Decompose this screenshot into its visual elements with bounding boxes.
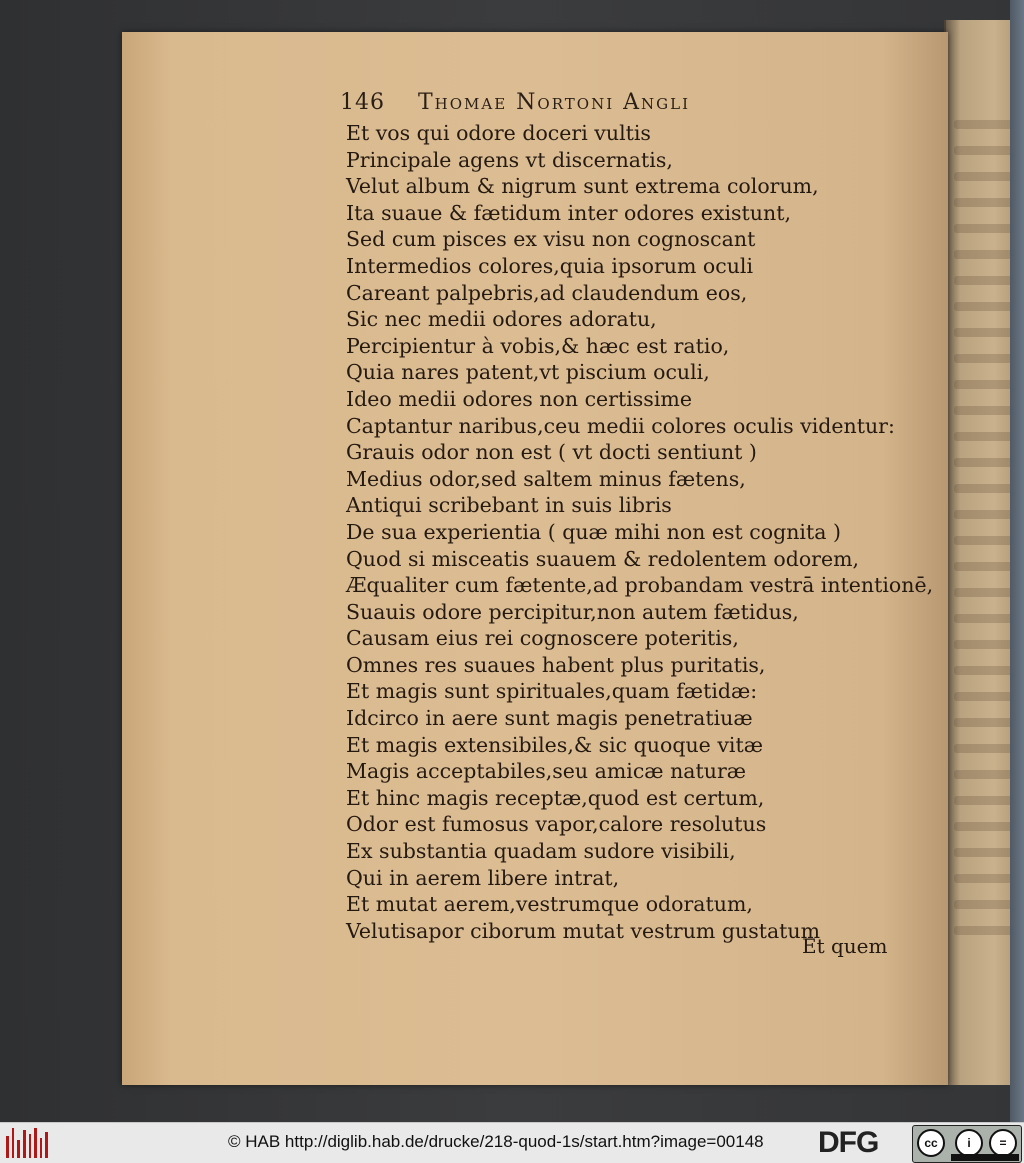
verse-line: Et magis sunt spirituales,quam fætidæ: [346, 679, 758, 704]
verse-line: Et magis extensibiles,& sic quoque vitæ [346, 732, 763, 757]
verse-text [346, 120, 934, 944]
book-page [122, 32, 948, 1085]
verse-line: Sic nec medii odores adoratu, [346, 307, 657, 332]
verse-line: Captantur naribus,ceu medii colores oculis videntur: [346, 413, 895, 438]
running-title: Thomae Nortoni Angli [418, 90, 690, 115]
attribution-icon: i [955, 1129, 983, 1157]
verse-line: Et vos qui odore doceri vultis [346, 121, 651, 145]
verse-line: Ideo medii odores non certissime [346, 386, 692, 411]
hab-logo-icon [6, 1128, 48, 1158]
verse-line: Medius odor,sed saltem minus fætens, [346, 466, 746, 491]
verse-line: Omnes res suaues habent plus puritatis, [346, 652, 766, 677]
copyright-link[interactable]: © HAB http://diglib.hab.de/drucke/218-quod-1s/start.htm?image=00148 [228, 1132, 764, 1151]
verse-line: Quod si misceatis suauem & redolentem odorem, [346, 546, 860, 571]
dfg-logo: DFG [818, 1126, 879, 1159]
verse-line: De sua experientia ( quæ mihi non est cognita ) [346, 519, 841, 544]
catchword: Et quem [802, 934, 888, 958]
running-head [340, 90, 820, 118]
footer-bar [0, 1122, 1024, 1163]
verse-line: Causam eius rei cognoscere poteritis, [346, 626, 739, 651]
verse-line: Careant palpebris,ad claudendum eos, [346, 280, 748, 305]
share-alike-icon: = [989, 1129, 1017, 1157]
verse-line: Idcirco in aere sunt magis penetratiuæ [346, 706, 753, 731]
page-number: 146 [340, 90, 385, 115]
verse-line: Antiqui scribebant in suis libris [346, 493, 672, 518]
verse-line: Ex substantia quadam sudore visibili, [346, 839, 736, 864]
verse-line: Suauis odore percipitur,non autem fætidus, [346, 599, 799, 624]
license-strip [951, 1154, 1019, 1161]
verse-line: Qui in aerem libere intrat, [346, 865, 620, 890]
verse-line: Velutisapor ciborum mutat vestrum gustatum [346, 918, 821, 943]
verse-line: Velut album & nigrum sunt extrema colorum, [346, 174, 819, 199]
verse-line: Et hinc magis receptæ,quod est certum, [346, 785, 765, 810]
verse-line: Ita suaue & fætidum inter odores existunt, [346, 200, 791, 225]
verse-line: Grauis odor non est ( vt docti sentiunt ) [346, 440, 757, 465]
verse-line: Æqualiter cum fætente,ad probandam vestrā intentionē, [346, 573, 934, 598]
creative-commons-badge[interactable] [912, 1125, 1022, 1163]
cc-icon: cc [917, 1129, 945, 1157]
book-cover-edge [1010, 0, 1024, 1122]
verse-line: Et mutat aerem,vestrumque odoratum, [346, 892, 753, 917]
verse-line: Quia nares patent,vt piscium oculi, [346, 360, 710, 385]
verse-line: Principale agens vt discernatis, [346, 147, 673, 172]
verse-line: Magis acceptabiles,seu amicæ naturæ [346, 759, 747, 784]
verse-line: Odor est fumosus vapor,calore resolutus [346, 812, 767, 837]
verse-line: Intermedios colores,quia ipsorum oculi [346, 253, 754, 278]
verse-line: Sed cum pisces ex visu non cognoscant [346, 227, 756, 252]
verse-line: Percipientur à vobis,& hæc est ratio, [346, 333, 730, 358]
